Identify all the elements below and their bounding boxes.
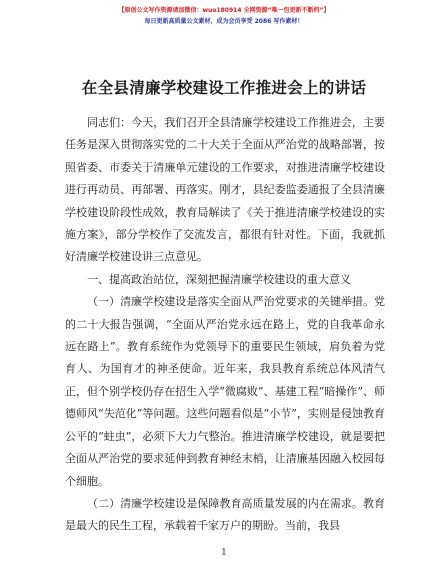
promo-banner-line-2: 每日更新高质量公文素材，成为会员享受 2086 写作素材！ <box>144 18 304 25</box>
document-body <box>65 112 385 538</box>
body-paragraph-1-2: （二）清廉学校建设是保障教育高质量发展的内在需求。教育是最大的民生工程，承载着千家万户的期盼。当前，我县 <box>65 496 385 533</box>
body-paragraph-1-1: （一）清廉学校建设是落实全面从严治党要求的关键举措。党的二十大报告强调，“全面从严治党永远在路上，党的自我革命永远在路上”。教育系统作为党领导下的重要民生领域，肩负着为党育人、为国育才的神圣使命。近年来，我县教育系统总体风清气正，但个别学校仍存在招生入学“微腐败”、基建工程“暗操作”、师德师风“失范化”等问题。这些问题看似是“小节”，实则是侵蚀教育公平的“蛀虫”，必须下大力气整治。推进清廉学校建设，就是要把全面从严治党的要求延伸到教育神经末梢，让清廉基因融入校园每个细胞。 <box>65 295 385 488</box>
section-heading-1: 一、提高政治站位，深刻把握清廉学校建设的重大意义 <box>87 272 351 286</box>
body-paragraph-opening: 同志们：今天，我们召开全县清廉学校建设工作推进会，主要任务是深入贯彻落实党的二十大关于全面从严治党的战略部署，按照省委、市委关于清廉单元建设的工作要求，对推进清廉学校建设进行再动员、再部署、再落实。刚才，县纪委监委通报了全县清廉学校建设阶段性成效，教育局解读了《关于推进清廉学校建设的实施方案》，部分学校作了交流发言，都很有针对性。下面，我就抓好清廉学校建设讲三点意见。 <box>65 116 385 264</box>
promo-banner-line-1: 【原创公文写作资源请加微信：wuo180914 全网资源“唯一包更新不断档”】 <box>118 7 330 14</box>
page-number: 1 <box>221 548 227 558</box>
document-title: 在全县清廉学校建设工作推进会上的讲话 <box>81 79 367 97</box>
